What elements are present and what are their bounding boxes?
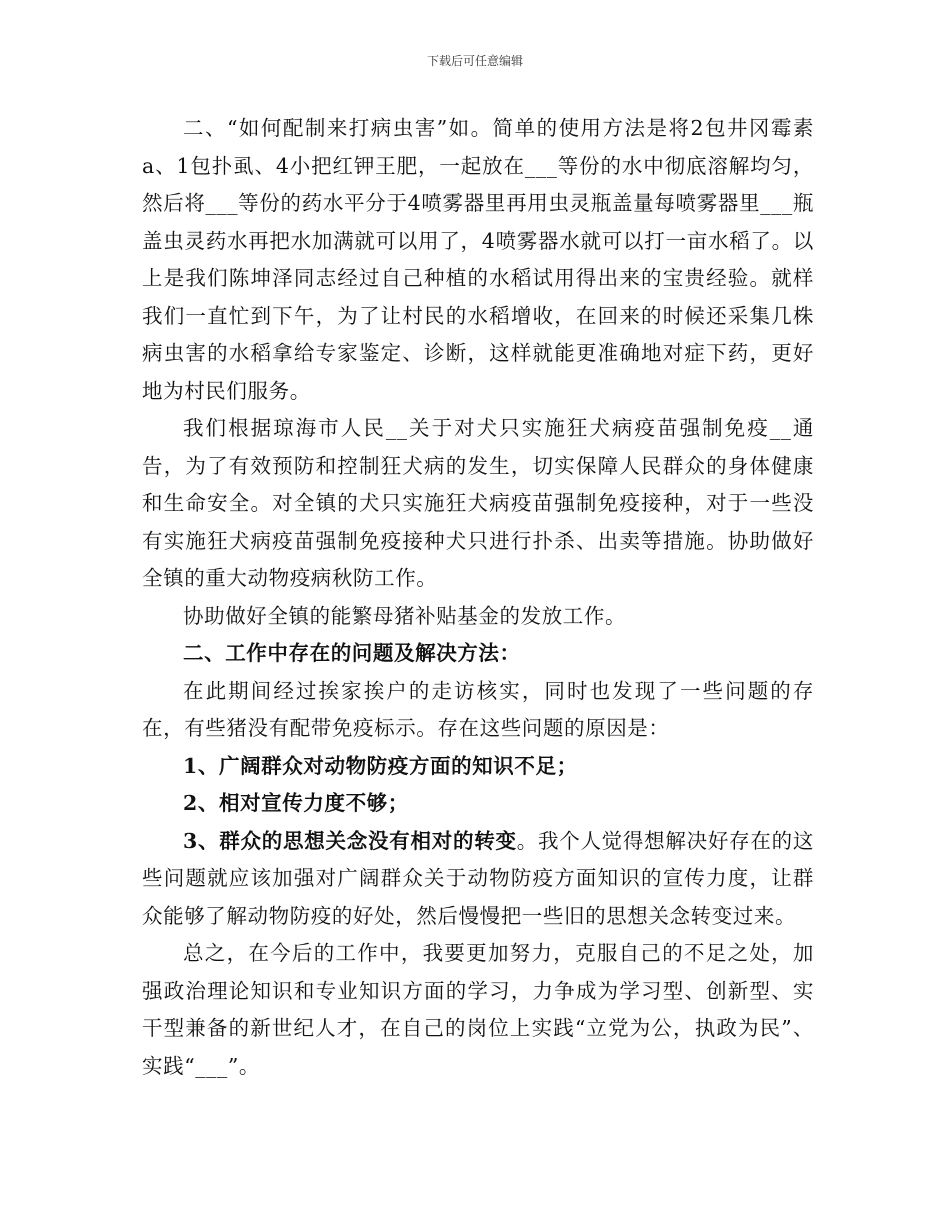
paragraph-sow-subsidy: 协助做好全镇的能繁母猪补贴基金的发放工作。 [183,603,627,628]
problem-item-1: 1、广阔群众对动物防疫方面的知识不足； [183,753,578,778]
problem-item-2: 2、相对宣传力度不够； [183,791,409,815]
paragraph-conclusion: 总之，在今后的工作中，我要更加努力，克服自己的不足之处，加强政治理论知识和专业知识方面的学习，力争成为学习型、创新型、实干型兼备的新世纪人才，在自己的岗位上实践“立党为公，执政为民”、实践“___”。 [142,941,814,1078]
document-body [142,110,814,1085]
paragraph-problems-intro: 在此期间经过挨家挨户的走访核实，同时也发现了一些问题的存在，有些猪没有配带免疫标示。存在这些问题的原因是： [142,678,814,740]
problem-item-3-title: 3、群众的思想关念没有相对的转变 [183,828,517,853]
paragraph-pest-control: 二、“如何配制来打病虫害”如。简单的使用方法是将2包井冈霉素a、1包扑虱、4小把红钾王肥，一起放在___等份的水中彻底溶解均匀，然后将___等份的药水平分于4喷雾器里再用虫灵瓶盖量每喷雾器里___瓶盖虫灵药水再把水加满就可以用了，4喷雾器水就可以打一亩水稻了。以上是我们陈坤泽同志经过自己种植的水稻试用得出来的宝贵经验。就样我们一直忙到下午，为了让村民的水稻增收，在回来的时候还采集几株病虫害的水稻拿给专家鉴定、诊断，这样就能更准确地对症下药，更好地为村民们服务。 [142,116,814,403]
section-heading-problems: 二、工作中存在的问题及解决方法： [183,641,521,665]
paragraph-rabies-vaccination: 我们根据琼海市人民__关于对犬只实施狂犬病疫苗强制免疫__通告，为了有效预防和控制狂犬病的发生，切实保障人民群众的身体健康和生命安全。对全镇的犬只实施狂犬病疫苗强制免疫接种，对于一些没有实施狂犬病疫苗强制免疫接种犬只进行扑杀、出卖等措施。协助做好全镇的重大动物疫病秋防工作。 [142,416,814,590]
page-header: 下载后可任意编辑 [426,54,523,68]
problem-item-3 [142,823,814,936]
problem-item-3-text: 。我个人觉得想解决好存在的这些问题就应该加强对广阔群众关于动物防疫方面知识的宣传力度，让群众能够了解动物防疫的好处，然后慢慢把一些旧的思想关念转变过来。 [142,828,814,928]
